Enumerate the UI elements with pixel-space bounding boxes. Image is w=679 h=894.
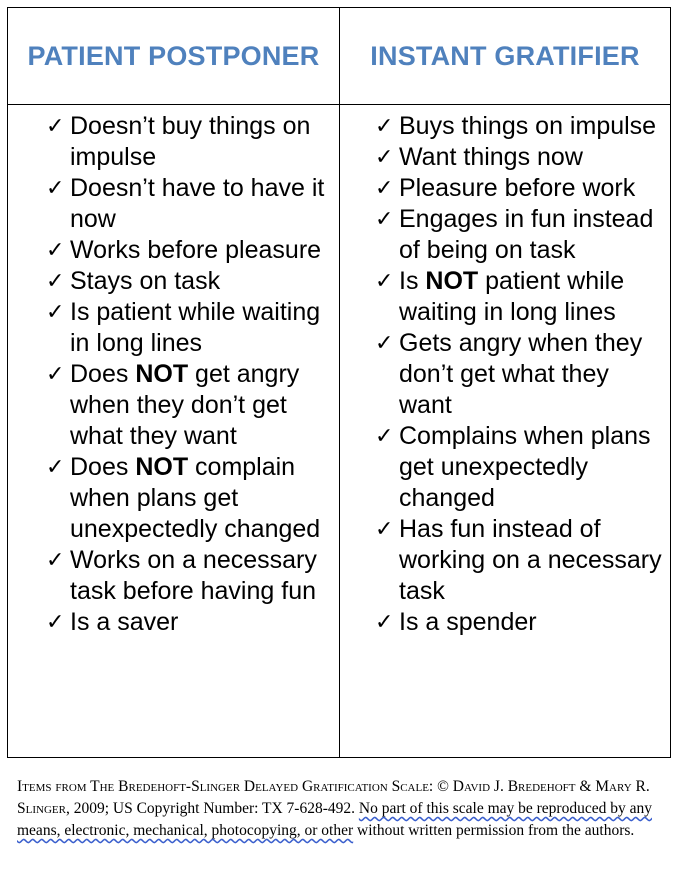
list-item — [375, 266, 665, 328]
footer-reproduction-notice: No part of this scale may be reproduced by any means, electronic, mechanical, photocopying, or other — [17, 800, 652, 839]
list-item — [46, 235, 344, 266]
list-item — [46, 607, 344, 638]
checkmark-icon: ✓ — [46, 455, 65, 480]
checkmark-icon: ✓ — [46, 610, 65, 635]
item-text: Is a spender — [399, 608, 537, 636]
list-item — [375, 514, 665, 607]
item-text: Has fun instead of working on a necessary task — [399, 515, 662, 605]
instant-gratifier-column — [340, 105, 670, 757]
item-text: Works on a necessary task before having fun — [70, 546, 317, 605]
checkmark-icon: ✓ — [375, 145, 394, 170]
header-instant-gratifier: INSTANT GRATIFIER — [340, 8, 670, 105]
comparison-table — [7, 7, 671, 758]
item-text: patient while waiting in long lines — [399, 267, 625, 326]
item-text: Does — [70, 360, 136, 388]
checkmark-icon: ✓ — [375, 114, 394, 139]
item-text: Doesn’t have to have it now — [70, 174, 325, 233]
list-item — [375, 173, 665, 204]
list-item — [375, 204, 665, 266]
patient-postponer-list — [46, 111, 335, 638]
checkmark-icon: ✓ — [375, 610, 394, 635]
list-item — [46, 297, 344, 359]
header-patient-postponer: PATIENT POSTPONER — [8, 8, 340, 105]
list-item — [46, 545, 344, 607]
list-item — [46, 266, 344, 297]
checkmark-icon: ✓ — [46, 114, 65, 139]
checkmark-icon: ✓ — [375, 424, 394, 449]
list-item — [46, 452, 344, 545]
checkmark-icon: ✓ — [46, 238, 65, 263]
list-item — [375, 421, 665, 514]
checkmark-icon: ✓ — [46, 362, 65, 387]
list-item — [375, 111, 665, 142]
footer-caption: Items from The Bredehoft-Slinger Delayed Gratification Scale: © David J. Bredehoft & Mary R. Slinger, 2009; — [17, 778, 650, 817]
checkmark-icon: ✓ — [46, 300, 65, 325]
item-text: Want things now — [399, 143, 583, 171]
item-text: Works before pleasure — [70, 236, 322, 264]
list-item — [375, 607, 665, 638]
item-emphasis: NOT — [135, 360, 189, 388]
item-text: Pleasure before work — [399, 174, 636, 202]
item-text: Engages in fun instead of being on task — [399, 205, 654, 264]
item-text: Stays on task — [70, 267, 221, 295]
list-item — [46, 359, 344, 452]
item-text: get angry when they don’t get what they want — [70, 360, 300, 450]
checkmark-icon: ✓ — [375, 176, 394, 201]
list-item — [375, 142, 665, 173]
item-text: Does — [70, 453, 136, 481]
checkmark-icon: ✓ — [375, 331, 394, 356]
item-text: Is patient while waiting in long lines — [70, 298, 321, 357]
item-text: complain when plans get unexpectedly changed — [70, 453, 321, 543]
item-text: Is — [399, 267, 426, 295]
patient-postponer-column — [8, 105, 340, 757]
item-emphasis: NOT — [135, 453, 189, 481]
checkmark-icon: ✓ — [46, 176, 65, 201]
checkmark-icon: ✓ — [375, 269, 394, 294]
item-emphasis: NOT — [425, 267, 479, 295]
checkmark-icon: ✓ — [46, 269, 65, 294]
item-text: Doesn’t buy things on impulse — [70, 112, 311, 171]
list-item — [46, 173, 344, 235]
checkmark-icon: ✓ — [46, 548, 65, 573]
checkmark-icon: ✓ — [375, 517, 394, 542]
instant-gratifier-list — [375, 111, 666, 638]
footer-copyright-number: US Copyright Number: TX 7-628-492. — [109, 800, 359, 817]
item-text: Is a saver — [70, 608, 179, 636]
item-text: Complains when plans get unexpectedly changed — [399, 422, 651, 512]
list-item — [375, 328, 665, 421]
list-item — [46, 111, 344, 173]
footer-permission: without written permission from the authors. — [353, 822, 635, 839]
checkmark-icon: ✓ — [375, 207, 394, 232]
item-text: Buys things on impulse — [399, 112, 657, 140]
item-text: Gets angry when they don’t get what they want — [399, 329, 643, 419]
copyright-footer — [17, 776, 669, 842]
